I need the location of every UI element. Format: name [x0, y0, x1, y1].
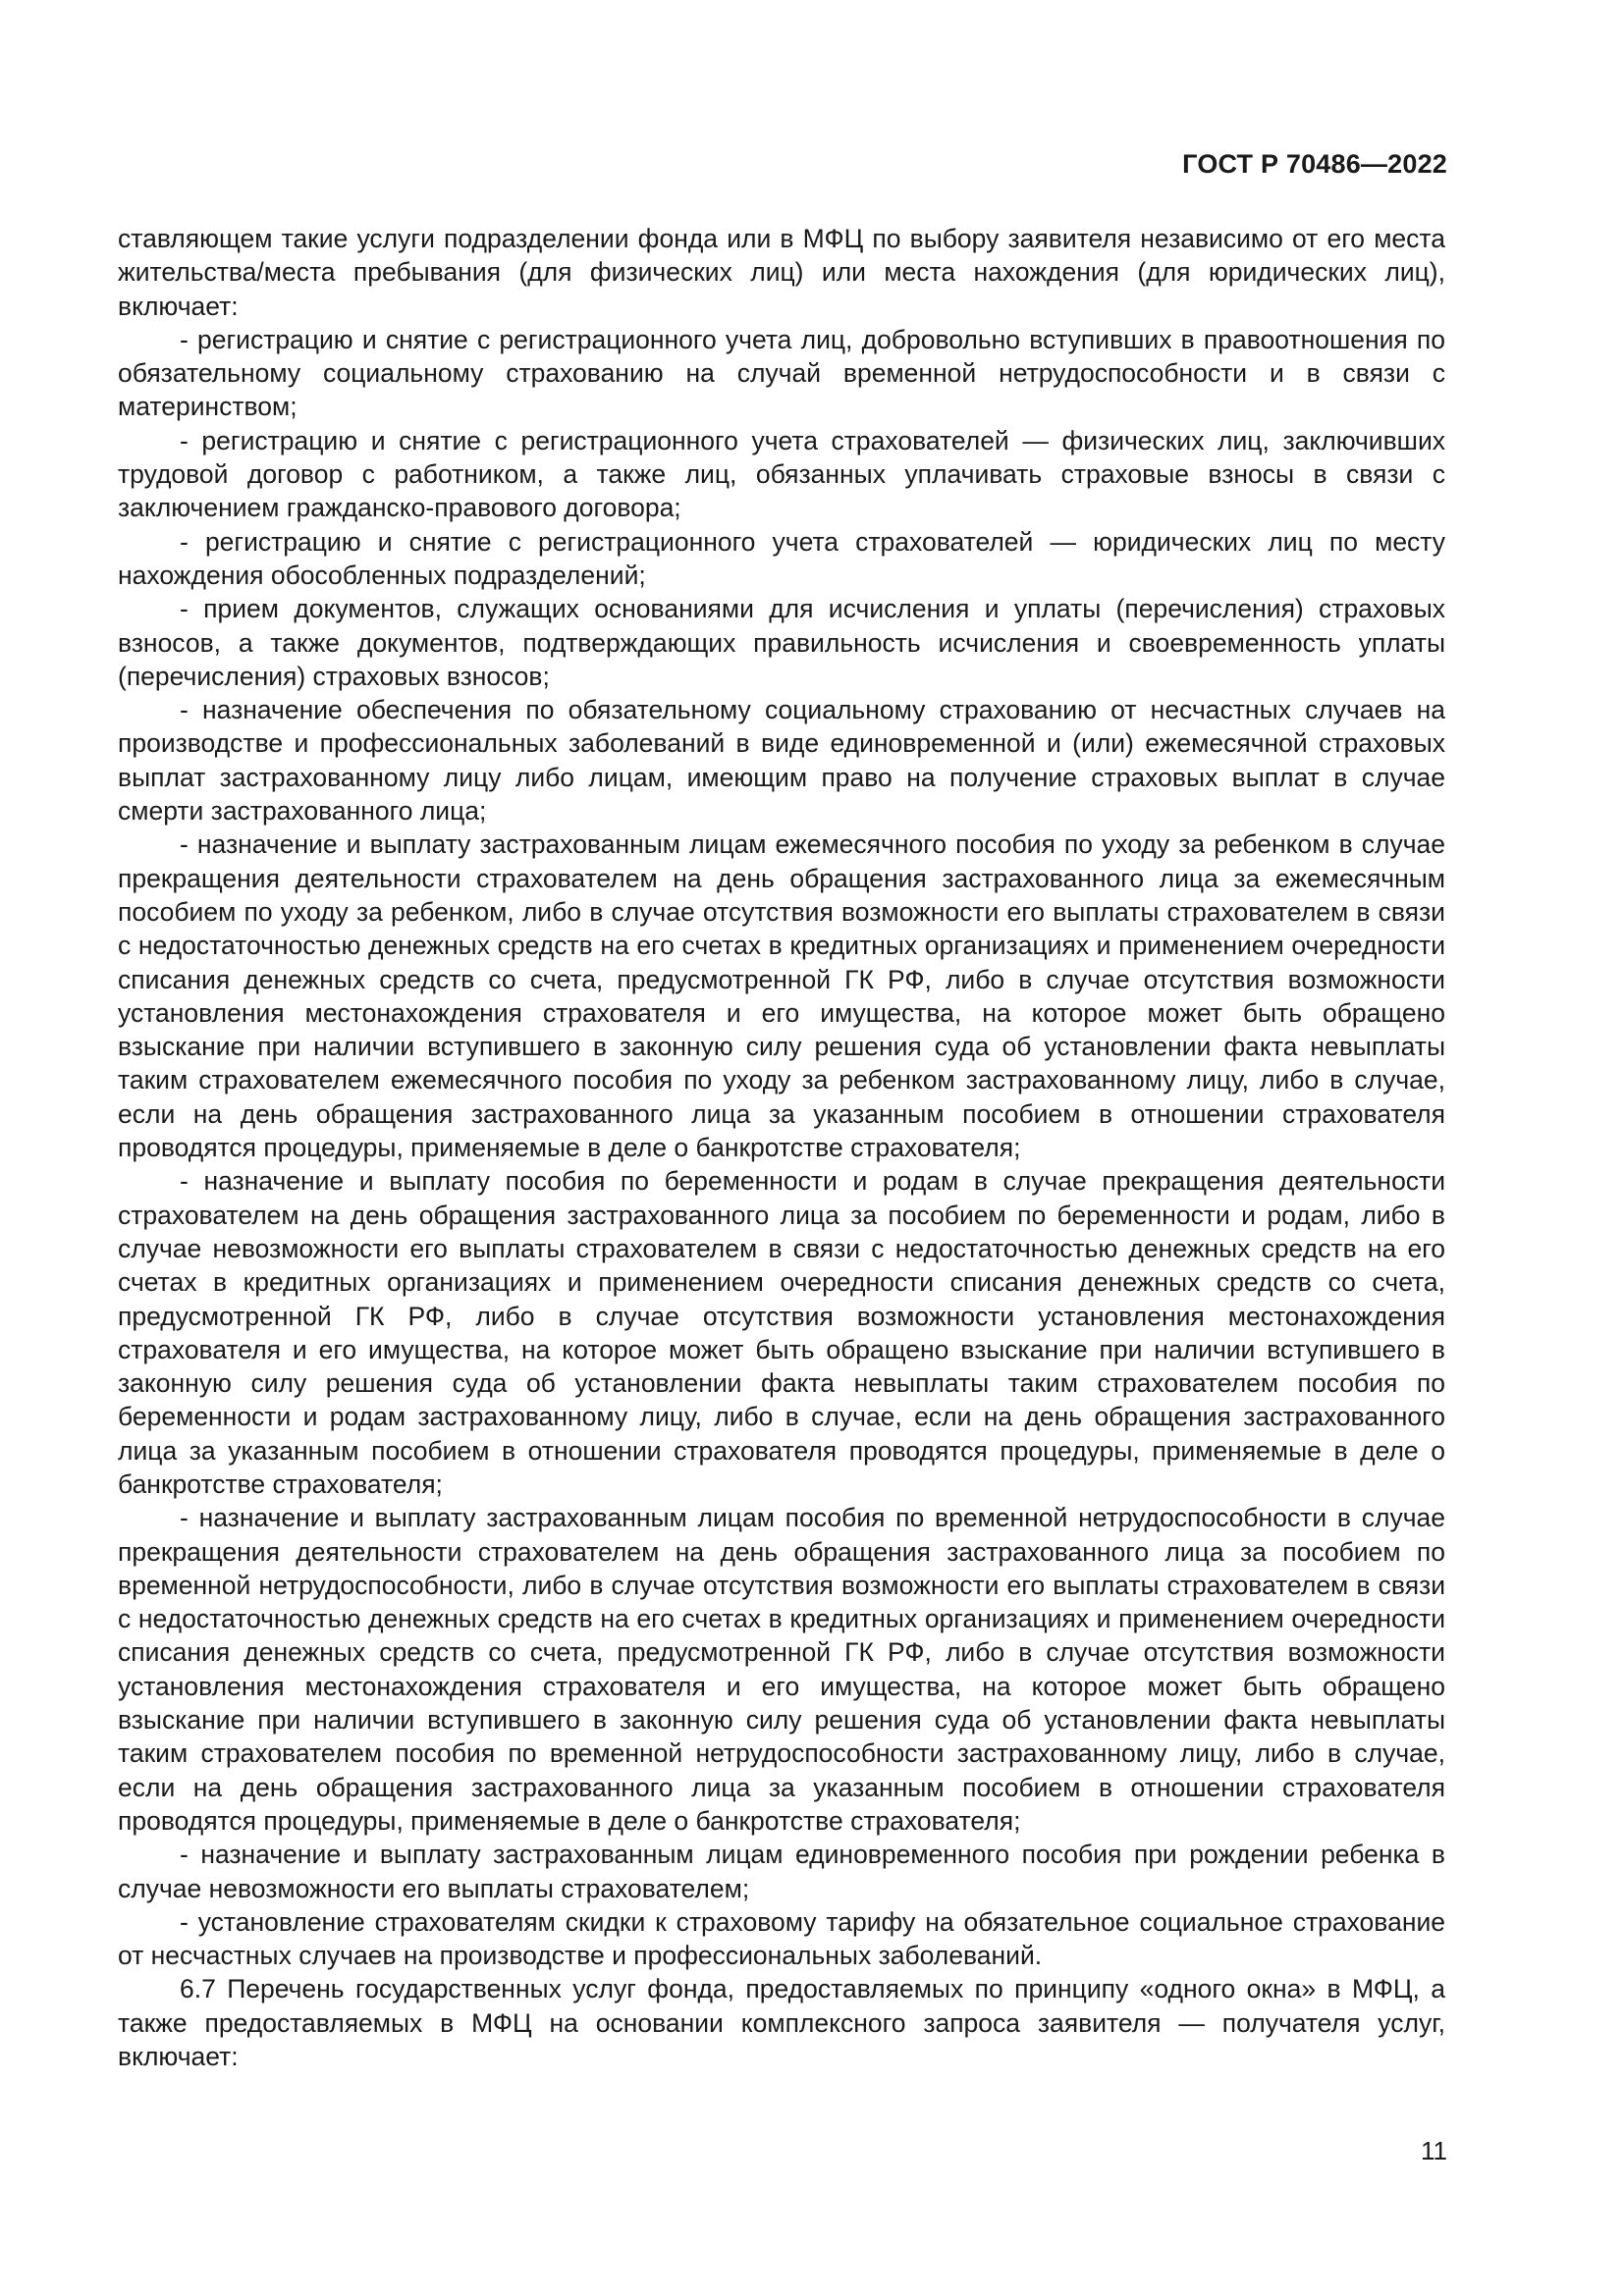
list-item: - установление страхователям скидки к страховому тарифу на обязательное социальное страхование от несчастных случаев на производстве и профессиональных заболеваний. — [118, 1906, 1445, 1971]
document-header-code: ГОСТ Р 70486—2022 — [1182, 149, 1447, 179]
paragraph-continuation: ставляющем такие услуги подразделении фонда или в МФЦ по выбору заявителя независимо от его места жительства/места пребывания (для физических лиц) или места нахождения (для юридических лиц), включает: — [118, 224, 1445, 321]
list-item: - регистрацию и снятие с регистрационного учета страхователей — юридических лиц по месту нахождения обособленных подразделений; — [118, 526, 1445, 590]
list-item: - назначение и выплату застрахованным лицам единовременного пособия при рождении ребенка в случае невозможности его выплаты страхователем; — [118, 1840, 1445, 1903]
document-body — [118, 222, 1445, 2073]
list-item: - регистрацию и снятие с регистрационного учета страхователей — физических лиц, заключивших трудовой договор с работником, а также лиц, обязанных уплачивать страховые взносы в связи с заключением гражданско-правового договора; — [118, 425, 1445, 523]
list-item: - назначение и выплату застрахованным лицам пособия по временной нетрудоспособности в случае прекращения деятельности страхователем на день обращения застрахованного лица за пособием по временной нетрудоспособности, либо в случае отсутствия возможности его выплаты страхователем в связи с недостаточностью денежных средств на его счетах в кредитных организациях и применением очередности списания денежных средств со счета, предусмотренной ГК РФ, либо в случае отсутствия возможности установления местонахождения страхователя и его имущества, на которое может быть обращено взыскание при наличии вступившего в законную силу решения суда об установлении факта невыплаты таким страхователем пособия по временной нетрудоспособности застрахованному лицу, либо в случае, если на день обращения застрахованного лица за указанным пособием в отношении страхователя проводятся процедуры, применяемые в деле о банкротстве страхователя; — [118, 1503, 1445, 1836]
list-item: - назначение обеспечения по обязательному социальному страхованию от несчастных случаев на производстве и профессиональных заболеваний в виде единовременной и (или) ежемесячной страховых выплат застрахованному лицу либо лицам, имеющим право на получение страховых выплат в случае смерти застрахованного лица; — [118, 695, 1445, 827]
list-item: - назначение и выплату застрахованным лицам ежемесячного пособия по уходу за ребенком в случае прекращения деятельности страхователем на день обращения застрахованного лица за ежемесячным пособием по уходу за ребенком, либо в случае отсутствия возможности его выплаты страхователем в связи с недостаточностью денежных средств на его счетах в кредитных организациях и применением очередности списания денежных средств со счета, предусмотренной ГК РФ, либо в случае отсутствия возможности установления местонахождения страхователя и его имущества, на которое может быть обращено взыскание при наличии вступившего в законную силу решения суда об установлении факта невыплаты таким страхователем ежемесячного пособия по уходу за ребенком застрахованному лицу, либо в случае, если на день обращения застрахованного лица за указанным пособием в отношении страхователя проводятся процедуры, применяемые в деле о банкротстве страхователя; — [118, 829, 1445, 1163]
section-6-7-paragraph: 6.7 Перечень государственных услуг фонда, предоставляемых по принципу «одного окна» в МФЦ, а также предоставляемых в МФЦ на основании комплексного запроса заявителя — получателя услуг, включает: — [118, 1974, 1445, 2072]
list-item: - регистрацию и снятие с регистрационного учета лиц, добровольно вступивших в правоотношения по обязательному социальному страхованию на случай временной нетрудоспособности и в связи с материнством; — [118, 324, 1445, 422]
page-number: 11 — [1421, 2136, 1447, 2165]
list-item: - прием документов, служащих основаниями для исчисления и уплаты (перечисления) страховых взносов, а также документов, подтверждающих правильность исчисления и своевременность уплаты (перечисления) страховых взносов; — [118, 594, 1445, 691]
list-item: - назначение и выплату пособия по беременности и родам в случае прекращения деятельности страхователем на день обращения застрахованного лица за пособием по беременности и родам, либо в случае невозможности его выплаты страхователем в связи с недостаточностью денежных средств на его счетах в кредитных организациях и применением очередности списания денежных средств со счета, предусмотренной ГК РФ, либо в случае отсутствия возможности установления местонахождения страхователя и его имущества, на которое может быть обращено взыскание при наличии вступившего в законную силу решения суда об установлении факта невыплаты таким страхователем пособия по беременности и родам застрахованному лицу, либо в случае, если на день обращения застрахованного лица за указанным пособием в отношении страхователя проводятся процедуры, применяемые в деле о банкротстве страхователя; — [118, 1166, 1445, 1499]
